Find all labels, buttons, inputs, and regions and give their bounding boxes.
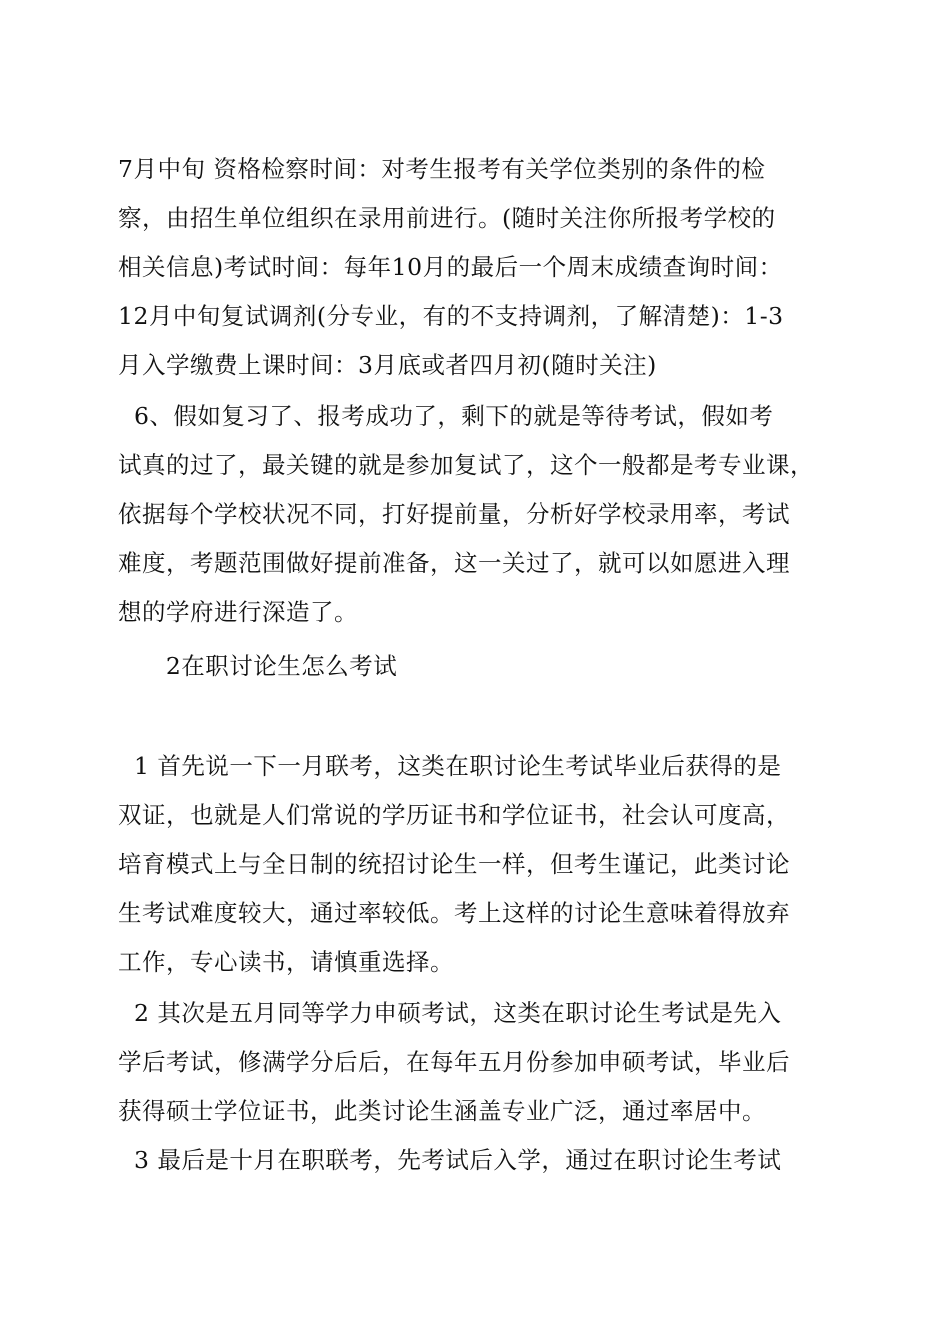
text-line: 1 首先说一下一月联考，这类在职讨论生考试毕业后获得的是 [118, 752, 782, 780]
text-line: 2 其次是五月同等学力申硕考试，这类在职讨论生考试是先入 [118, 999, 782, 1027]
text-line: 生考试难度较大，通过率较低。考上这样的讨论生意味着得放弃 [118, 899, 790, 927]
text-line: 月入学缴费上课时间：3月底或者四月初(随时关注) [118, 351, 657, 379]
text-line: 双证，也就是人们常说的学历证书和学位证书，社会认可度高， [118, 801, 790, 829]
text-line: 难度，考题范围做好提前准备，这一关过了，就可以如愿进入理 [118, 549, 790, 577]
text-line: 试真的过了，最关键的就是参加复试了，这个一般都是考专业课， [118, 451, 814, 479]
text-line: 察，由招生单位组织在录用前进行。(随时关注你所报考学校的 [118, 204, 776, 232]
text-line: 相关信息)考试时间：每年10月的最后一个周末成绩查询时间： [118, 253, 783, 281]
section-heading: 2在职讨论生怎么考试 [118, 652, 398, 680]
text-line: 12月中旬复试调剂(分专业，有的不支持调剂，了解清楚)：1-3 [118, 302, 784, 330]
text-line: 学后考试，修满学分后后，在每年五月份参加申硕考试，毕业后 [118, 1048, 790, 1076]
text-line: 6、假如复习了、报考成功了，剩下的就是等待考试，假如考 [118, 402, 774, 430]
text-line: 获得硕士学位证书，此类讨论生涵盖专业广泛，通过率居中。 [118, 1097, 766, 1125]
text-line: 3 最后是十月在职联考，先考试后入学，通过在职讨论生考试 [118, 1146, 782, 1174]
text-line: 培育模式上与全日制的统招讨论生一样，但考生谨记，此类讨论 [118, 850, 790, 878]
text-line: 依据每个学校状况不同，打好提前量，分析好学校录用率，考试 [118, 500, 790, 528]
text-line: 工作，专心读书，请慎重选择。 [118, 948, 454, 976]
text-line: 想的学府进行深造了。 [118, 598, 358, 626]
text-line: 7月中旬 资格检察时间：对考生报考有关学位类别的条件的检 [118, 155, 766, 183]
